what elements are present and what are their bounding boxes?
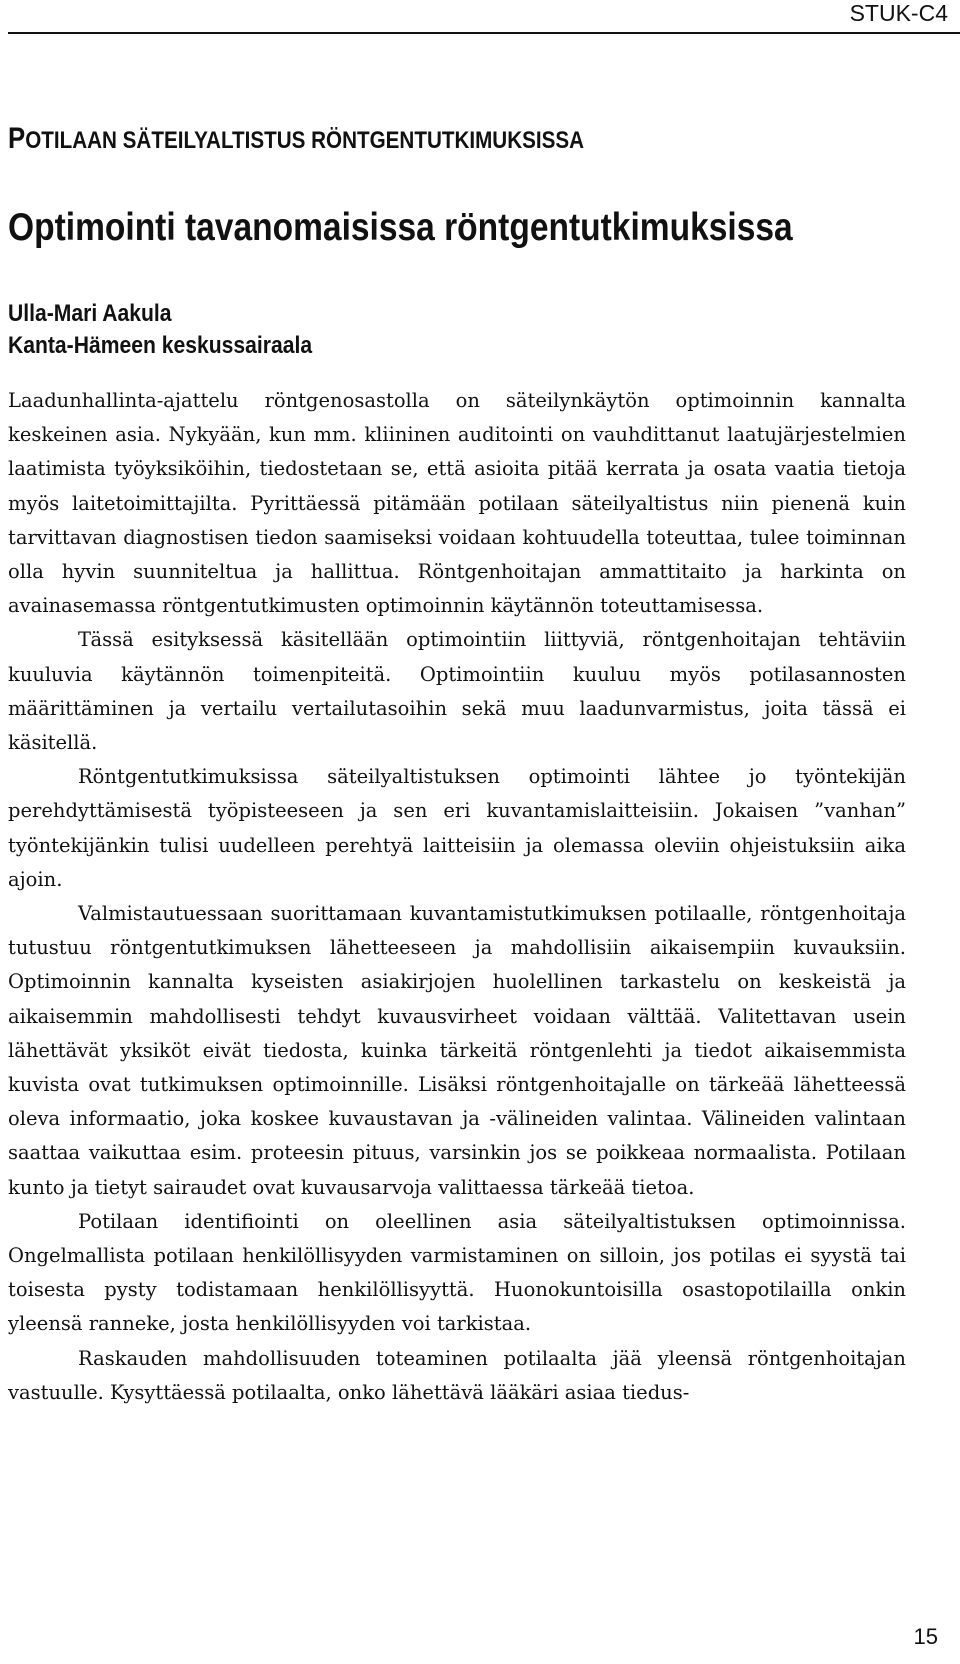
section-title-rest: OTILAAN SÄTEILYALTISTUS RÖNTGENTUTKIMUKSISSA	[25, 127, 585, 154]
paragraph-1: Laadunhallinta-ajattelu röntgenosastolla on säteilynkäytön optimoinnin kannalta keskeinen asia. Nykyään, kun mm. kliininen auditointi on vauhdittanut laatujärjestelmien laatimista työyksiköihin, tiedostetaan se, että asioita pitää kerrata ja osata vaatia tietoja myös laitetoimittajilta. Pyrittäessä pitämään potilaan säteilyaltistus niin pienenä kuin tarvittavan diagnostisen tiedon saamiseksi voidaan kohtuudella toteuttaa, tulee toiminnan olla hyvin suunniteltua ja hallittua. Röntgenhoitajan ammattitaito ja harkinta on avainasemassa röntgentutkimusten optimoinnin käytännön toteuttamisessa.	[8, 389, 906, 618]
author-affiliation: Kanta-Hämeen keskussairaala	[8, 332, 313, 359]
paragraph-5: Potilaan identifiointi on oleellinen asia säteilyaltistuksen optimoinnissa. Ongelmallista potilaan henkilöllisyyden varmistaminen on silloin, jos potilas ei syystä tai toisesta pysty todistamaan henkilöllisyyttä. Huonokuntoisilla osastopotilailla onkin yleensä ranneke, josta henkilöllisyyden voi tarkistaa.	[8, 1209, 906, 1336]
article-body	[8, 384, 906, 1410]
author-name: Ulla-Mari Aakula	[8, 300, 172, 327]
section-title	[8, 122, 584, 158]
section-title-initial: P	[8, 122, 26, 155]
report-code: STUK-C4	[849, 0, 948, 26]
article-title: Optimointi tavanomaisissa röntgentutkimuksissa	[8, 206, 793, 249]
paragraph-2: Tässä esityksessä käsitellään optimointiin liittyviä, röntgenhoitajan tehtäviin kuuluvia käytännön toimenpiteitä. Optimointiin kuuluu myös potilasannosten määrittäminen ja vertailu vertailutasoihin sekä muu laadunvarmistus, joita tässä ei käsitellä.	[8, 628, 906, 755]
author-block	[8, 298, 312, 362]
paragraph-4: Valmistautuessaan suorittamaan kuvantamistutkimuksen potilaalle, röntgenhoitaja tutustuu röntgentutkimuksen lähetteeseen ja mahdollisiin aikaisempiin kuvauksiin. Optimoinnin kannalta kyseisten asiakirjojen huolellinen tarkastelu on keskeistä ja aikaisemmin mahdollisesti tehdyt kuvausvirheet voidaan välttää. Valitettavan usein lähettävät yksiköt eivät tiedosta, kuinka tärkeitä röntgenlehti ja tiedot aikaisemmista kuvista ovat tutkimuksen optimoinnille. Lisäksi röntgenhoitajalle on tärkeää lähetteessä oleva informaatio, joka koskee kuvaustavan ja -välineiden valintaa. Välineiden valintaan saattaa vaikuttaa esim. proteesin pituus, varsinkin jos se poikkeaa normaalista. Potilaan kunto ja tietyt sairaudet ovat kuvausarvoja valittaessa tärkeää tietoa.	[8, 902, 906, 1199]
page-number: 15	[913, 1624, 938, 1649]
paragraph-6: Raskauden mahdollisuuden toteaminen potilaalta jää yleensä röntgenhoitajan vastuulle. Kysyttäessä potilaalta, onko lähettävä lääkäri asiaa tiedus-	[8, 1346, 906, 1404]
header-rule	[8, 32, 960, 34]
paragraph-3: Röntgentutkimuksissa säteilyaltistuksen optimointi lähtee jo työntekijän perehdyttämisestä työpisteeseen ja sen eri kuvantamislaitteisiin. Jokaisen ”vanhan” työntekijänkin tulisi uudelleen perehtyä laitteisiin ja olemassa oleviin ohjeistuksiin aika ajoin.	[8, 765, 906, 891]
